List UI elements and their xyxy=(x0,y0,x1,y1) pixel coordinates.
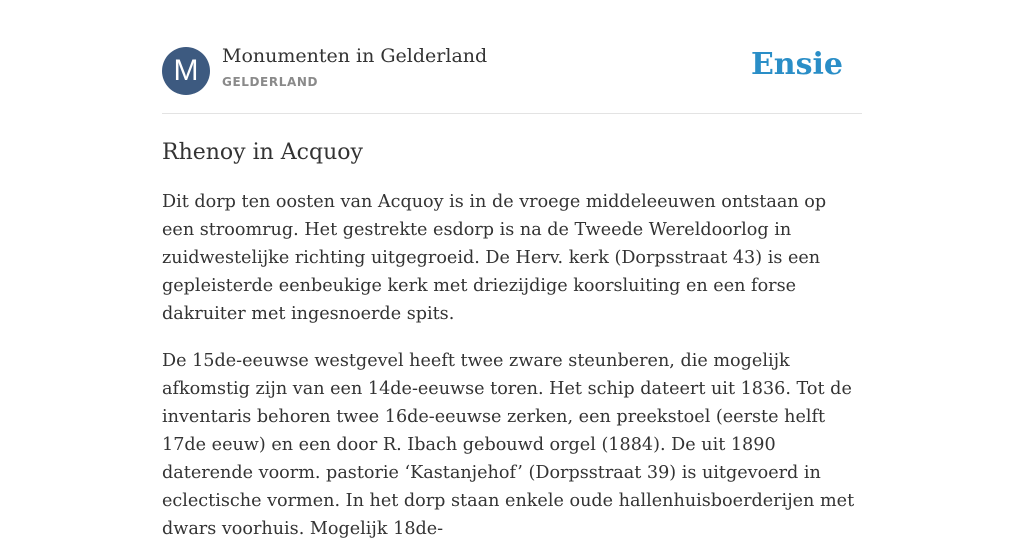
article-paragraph-1: Dit dorp ten oosten van Acquoy is in de vroege middeleeuwen ontstaan op een stroomrug. Het gestrekte esdorp is na de Tweede Wereldoorlog in zuidwestelijke richting uitgegroeid. De Herv. kerk (Dorpsstraat 43) is een gepleisterde eenbeukige kerk met driezijdige koorsluiting en een forse dakruiter met ingesnoerde spits. xyxy=(162,192,827,324)
article-paragraph-2: De 15de-eeuwse westgevel heeft twee zware steunberen, die mogelijk afkomstig zijn van een 14de-eeuwse toren. Het schip dateert uit 1836. Tot de inventaris behoren twee 16de-eeuwse zerken, een preekstoel (eerste helft 17de eeuw) en een door R. Ibach gebouwd orgel (1884). De uit 1890 daterende voorm. pastorie ‘Kastanjehof’ (Dorpsstraat 39) is uitgevoerd in eclectische vormen. In het dorp staan enkele oude hallenhuisboerderijen met dwars voorhuis. Mogelijk 18de- xyxy=(162,351,855,539)
header xyxy=(162,0,862,114)
site-subtitle[interactable]: GELDERLAND xyxy=(222,75,319,89)
brand-logo[interactable]: Ensie xyxy=(750,47,843,82)
content-container xyxy=(162,0,862,543)
site-title[interactable]: Monumenten in Gelderland xyxy=(222,45,488,67)
article-title: Rhenoy in Acquoy xyxy=(162,140,363,165)
avatar[interactable]: M xyxy=(162,47,210,95)
